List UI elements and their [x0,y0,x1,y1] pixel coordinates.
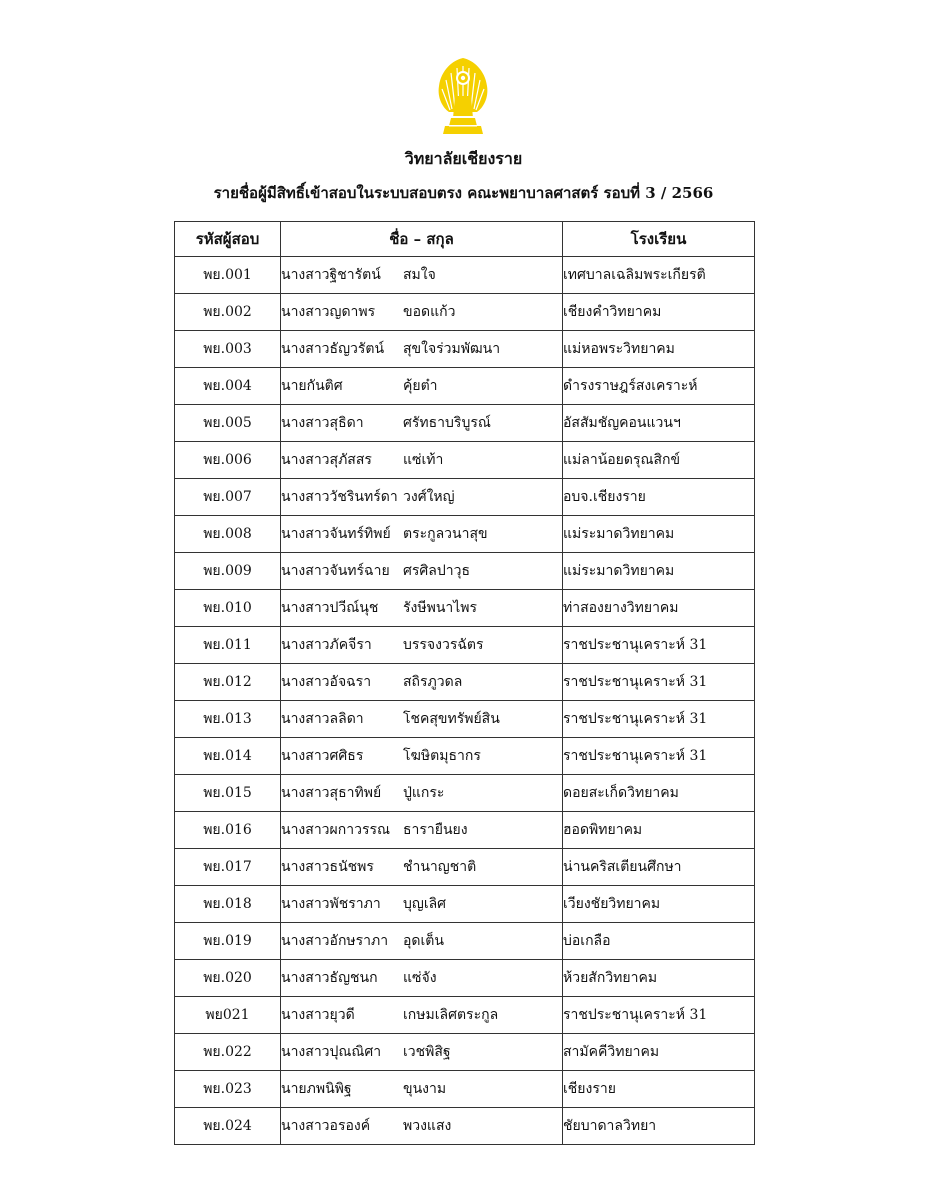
table-row [175,886,755,923]
table-row [175,960,755,997]
candidate-name [281,368,563,405]
candidate-first-name: นางสาวลลิดา [281,711,364,727]
candidate-first-name: นางสาวปุณณิศา [281,1044,382,1060]
candidate-name [281,1034,563,1071]
document-subtitle: รายชื่อผู้มีสิทธิ์เข้าสอบในระบบสอบตรง คณะพยาบาลศาสตร์ รอบที่ 3 / 2566 [213,184,714,202]
candidate-name [281,516,563,553]
candidate-first-name: นางสาวธัญชนก [281,970,378,986]
candidate-first-name: นางสาวพัชราภา [281,896,381,912]
candidate-table [174,221,755,1145]
candidate-last-name: คุ้ยต๋า [403,378,438,394]
candidate-code: พย.016 [175,812,281,849]
candidate-code: พย.013 [175,701,281,738]
candidate-last-name: บรรจงวรฉัตร [403,637,484,653]
candidate-name [281,257,563,294]
table-row [175,1071,755,1108]
university-emblem-icon [433,56,493,140]
candidate-code: พย.007 [175,479,281,516]
table-row [175,997,755,1034]
candidate-last-name: พวงแสง [403,1118,452,1134]
candidate-code: พย.009 [175,553,281,590]
candidate-last-name: โฆษิตมุธากร [403,748,481,764]
candidate-name [281,479,563,516]
candidate-last-name: รังษีพนาไพร [403,600,478,616]
candidate-school: ห้วยสักวิทยาคม [563,960,755,997]
candidate-last-name: แซ่จัง [403,970,437,986]
candidate-code: พย.015 [175,775,281,812]
candidate-name [281,738,563,775]
candidate-first-name: นางสาวสุธาทิพย์ [281,785,382,801]
candidate-code: พย.001 [175,257,281,294]
candidate-last-name: ศรศิลปาวุธ [403,563,471,579]
table-row [175,294,755,331]
table-row [175,331,755,368]
candidate-school: ฮอดพิทยาคม [563,812,755,849]
candidate-first-name: นางสาวศศิธร [281,748,364,764]
table-row [175,368,755,405]
candidate-school: ราชประชานุเคราะห์ 31 [563,738,755,775]
candidate-school: แม่ลาน้อยดรุณสิกข์ [563,442,755,479]
candidate-first-name: นางสาวจันทร์ฉาย [281,563,390,579]
header-school: โรงเรียน [563,222,755,257]
table-row [175,738,755,775]
candidate-code: พย.020 [175,960,281,997]
candidate-school: น่านคริสเตียนศึกษา [563,849,755,886]
candidate-name [281,294,563,331]
candidate-code: พย.012 [175,664,281,701]
candidate-code: พย.005 [175,405,281,442]
table-row [175,812,755,849]
candidate-first-name: นางสาวปวีณ์นุช [281,600,379,616]
candidate-first-name: นายกันติศ [281,378,343,394]
table-row [175,405,755,442]
candidate-name [281,1108,563,1145]
candidate-last-name: ธารายืนยง [403,822,468,838]
candidate-last-name: โชคสุขทรัพย์สิน [403,711,500,727]
candidate-last-name: อุดเต็น [403,933,444,949]
candidate-name [281,627,563,664]
candidate-name [281,701,563,738]
table-row [175,923,755,960]
candidate-last-name: ตระกูลวนาสุข [403,526,488,542]
candidate-last-name: เกษมเลิศตระกูล [403,1007,499,1023]
candidate-school: แม่ระมาดวิทยาคม [563,553,755,590]
candidate-school: อบจ.เชียงราย [563,479,755,516]
candidate-first-name: นางสาวอรองค์ [281,1118,371,1134]
candidate-school: เทศบาลเฉลิมพระเกียรติ [563,257,755,294]
candidate-code: พย.023 [175,1071,281,1108]
candidate-first-name: นางสาวธัญวรัตน์ [281,341,385,357]
institution-title: วิทยาลัยเชียงราย [404,149,523,168]
candidate-name [281,775,563,812]
candidate-first-name: นางสาวอักษราภา [281,933,389,949]
table-row [175,1034,755,1071]
header-code: รหัสผู้สอบ [175,222,281,257]
table-row [175,775,755,812]
candidate-name [281,812,563,849]
candidate-first-name: นางสาวญดาพร [281,304,376,320]
candidate-name [281,331,563,368]
candidate-name [281,405,563,442]
candidate-school: ราชประชานุเคราะห์ 31 [563,701,755,738]
candidate-code: พย.002 [175,294,281,331]
candidate-code: พย.019 [175,923,281,960]
candidate-code: พย.024 [175,1108,281,1145]
candidate-last-name: สถิรภูวดล [403,674,463,690]
candidate-first-name: นางสาวธนัชพร [281,859,374,875]
candidate-name [281,960,563,997]
table-row [175,590,755,627]
candidate-code: พย.022 [175,1034,281,1071]
candidate-school: ท่าสองยางวิทยาคม [563,590,755,627]
candidate-code: พย.008 [175,516,281,553]
candidate-last-name: สุขใจร่วมพัฒนา [403,341,501,357]
candidate-last-name: สมใจ [403,267,436,283]
table-row [175,442,755,479]
candidate-first-name: นางสาวอัจฉรา [281,674,372,690]
candidate-name [281,997,563,1034]
candidate-first-name: นางสาวภัคจีรา [281,637,372,653]
table-row [175,553,755,590]
candidate-name [281,849,563,886]
candidate-last-name: ขอดแก้ว [403,304,456,320]
candidate-first-name: นางสาวผกาวรรณ [281,822,390,838]
candidate-code: พย021 [175,997,281,1034]
candidate-name [281,886,563,923]
table-row [175,1108,755,1145]
candidate-school: ดอยสะเก็ดวิทยาคม [563,775,755,812]
candidate-last-name: ศรัทธาบริบูรณ์ [403,415,491,431]
candidate-last-name: ชำนาญชาติ [403,859,477,875]
candidate-school: บ่อเกลือ [563,923,755,960]
candidate-last-name: ปู่แกระ [403,785,445,801]
candidate-last-name: แซ่เท้า [403,452,444,468]
candidate-first-name: นางสาววัชรินทร์ดา [281,489,398,505]
table-header-row [175,222,755,257]
candidate-school: สามัคคีวิทยาคม [563,1034,755,1071]
candidate-code: พย.018 [175,886,281,923]
candidate-school: อัสสัมชัญคอนแวนฯ [563,405,755,442]
candidate-name [281,590,563,627]
candidate-last-name: เวชพิสิฐ [403,1044,451,1060]
candidate-first-name: นางสาวฐิชารัตน์ [281,267,381,283]
candidate-code: พย.003 [175,331,281,368]
candidate-school: ราชประชานุเคราะห์ 31 [563,997,755,1034]
table-row [175,257,755,294]
table-row [175,664,755,701]
candidate-school: เวียงชัยวิทยาคม [563,886,755,923]
candidate-code: พย.006 [175,442,281,479]
candidate-name [281,553,563,590]
candidate-school: แม่ระมาดวิทยาคม [563,516,755,553]
table-row [175,849,755,886]
candidate-first-name: นายภพนิพิฐ [281,1081,352,1097]
candidate-school: เชียงราย [563,1071,755,1108]
candidate-first-name: นางสาวสุภัสสร [281,452,372,468]
table-row [175,627,755,664]
candidate-code: พย.004 [175,368,281,405]
header-name: ชื่อ – สกุล [281,222,563,257]
candidate-first-name: นางสาวจันทร์ทิพย์ [281,526,391,542]
candidate-first-name: นางสาวสุธิดา [281,415,364,431]
candidate-last-name: วงศ์ใหญ่ [403,489,455,505]
candidate-school: ราชประชานุเคราะห์ 31 [563,627,755,664]
candidate-school: ชัยบาดาลวิทยา [563,1108,755,1145]
candidate-school: ราชประชานุเคราะห์ 31 [563,664,755,701]
candidate-school: ดำรงราษฎร์สงเคราะห์ [563,368,755,405]
candidate-name [281,1071,563,1108]
table-row [175,479,755,516]
candidate-last-name: ขุนงาม [403,1081,447,1097]
table-row [175,701,755,738]
candidate-code: พย.017 [175,849,281,886]
candidate-school: แม่หอพระวิทยาคม [563,331,755,368]
candidate-code: พย.010 [175,590,281,627]
candidate-code: พย.014 [175,738,281,775]
candidate-code: พย.011 [175,627,281,664]
candidate-name [281,664,563,701]
candidate-school: เชียงคำวิทยาคม [563,294,755,331]
candidate-first-name: นางสาวยุวดี [281,1007,355,1023]
table-row [175,516,755,553]
candidate-last-name: บุญเลิศ [403,896,447,912]
candidate-name [281,442,563,479]
candidate-name [281,923,563,960]
